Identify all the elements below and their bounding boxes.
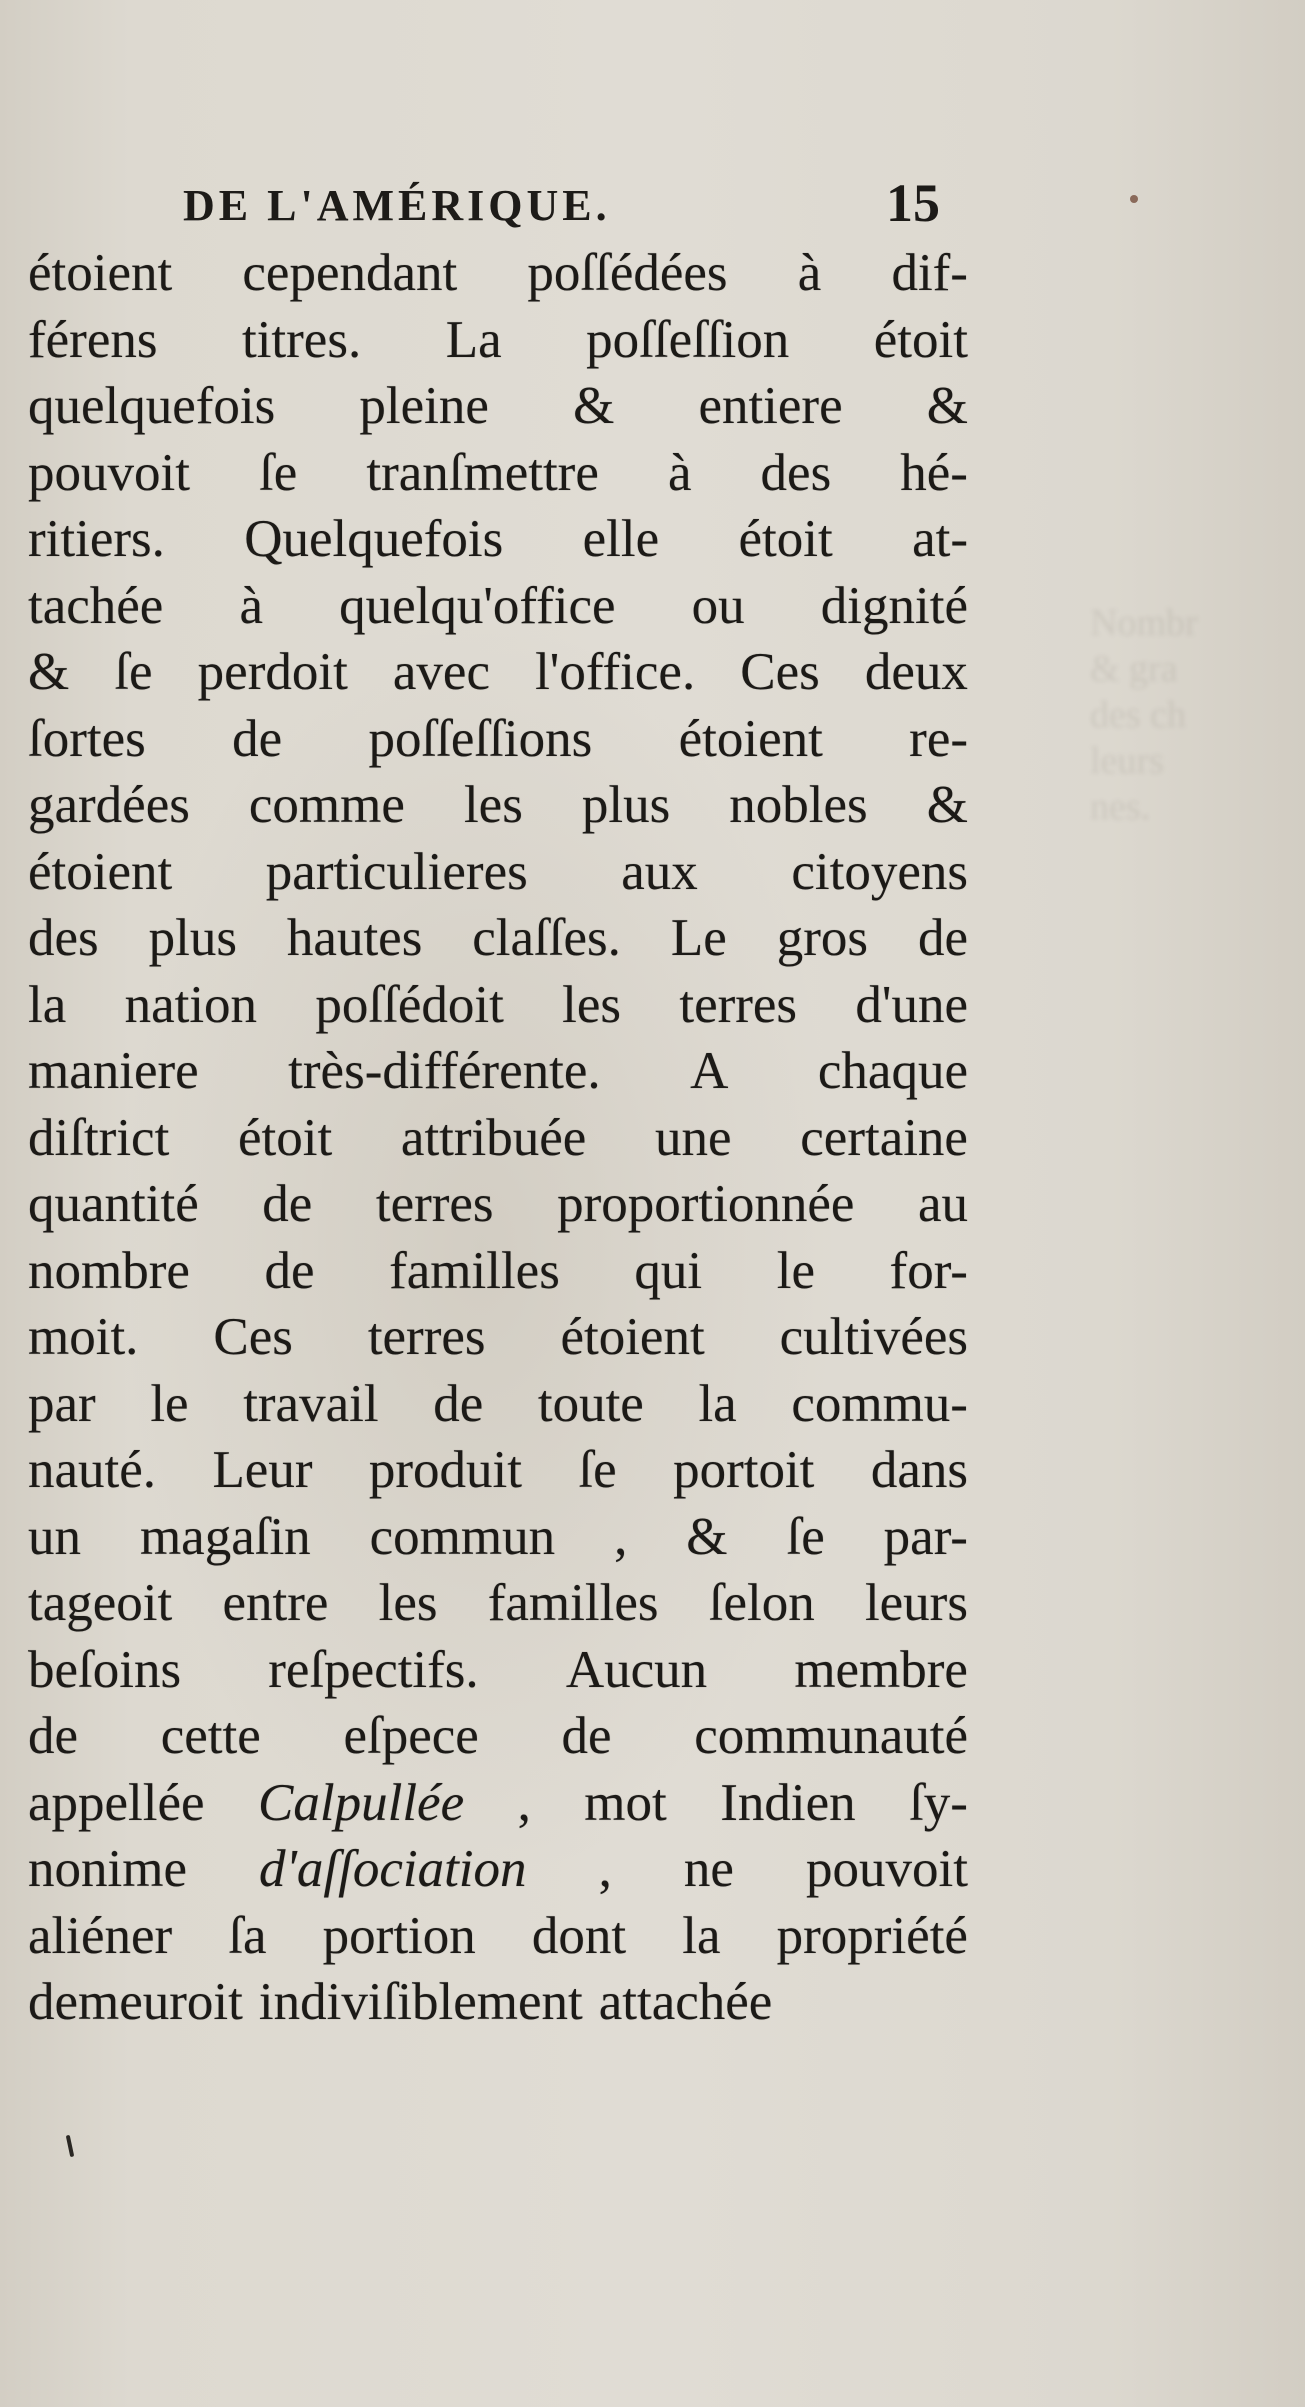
word: de — [232, 709, 283, 768]
word: deux — [864, 643, 968, 701]
word: indiviſiblement — [258, 1973, 583, 2031]
word: commun — [369, 1507, 556, 1566]
word: ſe — [259, 443, 298, 502]
ink-speck — [1130, 195, 1138, 203]
word: à — [239, 576, 263, 635]
word: par — [28, 1374, 96, 1433]
text-line — [28, 1637, 968, 1704]
word: étoient — [28, 244, 173, 302]
word: Quelquefois — [244, 510, 504, 568]
word: le — [776, 1241, 815, 1300]
word: familles — [487, 1574, 659, 1632]
word: communauté — [694, 1707, 968, 1765]
word: la — [28, 975, 67, 1034]
word: terres — [375, 1175, 494, 1233]
word: appellée — [28, 1773, 205, 1832]
word: beſoins — [28, 1640, 182, 1699]
word: proportionnée — [557, 1175, 855, 1233]
word: pouvoit — [806, 1840, 968, 1898]
word: produit — [368, 1441, 523, 1499]
word: férens — [28, 310, 158, 369]
word: de — [561, 1707, 612, 1765]
word: dans — [870, 1441, 968, 1499]
word: attribuée — [400, 1108, 587, 1167]
word: elle — [582, 510, 660, 568]
bleed-line: leurs — [1090, 740, 1164, 782]
text-line — [28, 1969, 968, 2036]
word: étoient — [560, 1308, 705, 1366]
word: ſe — [786, 1507, 825, 1566]
word: magaſin — [139, 1507, 311, 1566]
word: très-différente. — [288, 1042, 601, 1100]
word: à — [797, 244, 822, 302]
word: ritiers. — [28, 510, 165, 568]
word: & — [686, 1507, 728, 1566]
word: au — [917, 1175, 968, 1233]
text-line — [28, 307, 968, 374]
word: leurs — [864, 1574, 968, 1632]
bleed-line: & gra — [1090, 648, 1178, 690]
text-line — [28, 1570, 968, 1637]
word: nonime — [28, 1840, 187, 1898]
word: titres. — [241, 310, 362, 369]
text-line — [28, 573, 968, 640]
word: dont — [531, 1906, 627, 1965]
word: tachée — [28, 576, 164, 635]
word: le — [150, 1374, 189, 1433]
word: ſelon — [708, 1574, 815, 1632]
word: Calpullée — [258, 1773, 465, 1832]
word: certaine — [800, 1108, 968, 1167]
word: eſpece — [343, 1707, 479, 1765]
word: maniere — [28, 1042, 199, 1100]
word: ou — [691, 576, 745, 635]
word: Indien — [720, 1773, 856, 1832]
word: poſſédoit — [315, 975, 504, 1034]
word: portion — [322, 1906, 476, 1965]
word: plus — [148, 909, 237, 967]
word: travail — [243, 1374, 379, 1433]
running-title: DE L'AMÉRIQUE. — [183, 181, 611, 230]
word: ne — [683, 1840, 734, 1898]
text-line — [28, 1770, 968, 1837]
word: ſe — [578, 1441, 617, 1499]
text-line — [28, 1836, 968, 1903]
word: une — [655, 1108, 732, 1167]
word: les — [378, 1574, 438, 1632]
word: attachée — [598, 1973, 773, 2031]
word: les — [463, 776, 523, 834]
word: tageoit — [28, 1574, 173, 1632]
word: cependant — [242, 244, 458, 302]
word: demeuroit — [28, 1973, 243, 2031]
word: at- — [912, 510, 968, 568]
word: hé- — [900, 443, 968, 502]
word: de — [917, 909, 968, 967]
word: poſſédées — [527, 244, 728, 302]
word: claſſes. — [472, 909, 621, 967]
word: membre — [794, 1640, 968, 1699]
word: citoyens — [791, 842, 968, 901]
word: re- — [909, 709, 968, 768]
word: mot — [584, 1773, 667, 1832]
word: diſtrict — [28, 1108, 170, 1167]
text-line — [28, 506, 968, 573]
word: terres — [367, 1308, 486, 1366]
word: gros — [776, 909, 868, 967]
word: à — [667, 443, 692, 502]
text-line — [28, 1171, 968, 1238]
word: & — [28, 643, 70, 701]
word: dif- — [891, 244, 968, 302]
word: par- — [883, 1507, 968, 1566]
word: dignité — [820, 576, 968, 635]
word: plus — [581, 776, 671, 834]
word: les — [562, 975, 622, 1034]
bleed-line: nes. — [1090, 786, 1151, 828]
word: hautes — [286, 909, 423, 967]
word: un — [28, 1507, 81, 1566]
word: poſſeſſions — [368, 709, 593, 768]
text-line — [28, 1105, 968, 1172]
word: quantité — [28, 1175, 199, 1233]
text-line — [28, 1038, 968, 1105]
word: commu- — [791, 1374, 968, 1433]
page-header — [28, 170, 968, 240]
body-text — [28, 240, 968, 2036]
text-line — [28, 1504, 968, 1571]
word: chaque — [817, 1042, 968, 1100]
stray-ink-mark — [66, 2135, 74, 2157]
word: La — [445, 310, 502, 369]
text-line — [28, 1304, 968, 1371]
word: d'aſſociation — [259, 1840, 527, 1898]
word: Leur — [212, 1441, 313, 1499]
word: particulieres — [265, 842, 528, 901]
word: perdoit — [197, 643, 348, 701]
word: cette — [160, 1707, 261, 1765]
word: des — [760, 443, 832, 502]
text-line — [28, 1903, 968, 1970]
word: , — [614, 1507, 628, 1566]
text-line — [28, 772, 968, 839]
word: ſe — [114, 643, 153, 701]
word: qui — [634, 1241, 703, 1300]
text-line — [28, 706, 968, 773]
word: de — [28, 1707, 79, 1765]
text-line — [28, 440, 968, 507]
word: d'une — [855, 975, 968, 1034]
word: nauté. — [28, 1441, 157, 1499]
word: Aucun — [565, 1640, 708, 1699]
bleed-through-margin-note — [1090, 600, 1260, 880]
word: ſy- — [909, 1773, 968, 1832]
word: entre — [222, 1574, 329, 1632]
word: toute — [537, 1374, 644, 1433]
word: moit. — [28, 1308, 139, 1366]
text-line — [28, 905, 968, 972]
word: , — [517, 1773, 531, 1832]
word: comme — [248, 776, 405, 834]
word: & — [926, 776, 968, 834]
word: poſſeſſion — [586, 310, 790, 369]
word: de — [262, 1175, 313, 1233]
word: l'office. — [535, 643, 696, 701]
word: quelqu'office — [339, 576, 616, 635]
word: pouvoit — [28, 443, 190, 502]
word: pleine — [359, 377, 489, 435]
word: gardées — [28, 776, 190, 834]
text-line — [28, 1703, 968, 1770]
text-line — [28, 373, 968, 440]
word: avec — [392, 643, 490, 701]
word: des — [28, 909, 99, 967]
word: for- — [889, 1241, 968, 1300]
text-line — [28, 839, 968, 906]
word: & — [926, 377, 968, 435]
word: étoient — [678, 709, 823, 768]
word: nation — [124, 975, 258, 1034]
text-line — [28, 240, 968, 307]
word: , — [598, 1840, 612, 1898]
word: tranſmettre — [366, 443, 599, 502]
word: ſortes — [28, 709, 146, 768]
word: Ces — [740, 643, 820, 701]
word: entiere — [698, 377, 843, 435]
page-number: 15 — [886, 173, 940, 233]
word: reſpectifs. — [268, 1640, 479, 1699]
word: cultivées — [779, 1308, 968, 1366]
text-line — [28, 1238, 968, 1305]
word: portoit — [673, 1441, 815, 1499]
word: A — [690, 1042, 729, 1100]
word: Le — [670, 909, 727, 967]
word: nobles — [729, 776, 868, 834]
word: aux — [621, 842, 698, 901]
word: quelquefois — [28, 377, 276, 435]
word: étoit — [738, 510, 833, 568]
word: aliéner — [28, 1906, 173, 1965]
text-line — [28, 972, 968, 1039]
word: la — [682, 1906, 721, 1965]
word: ſa — [228, 1906, 267, 1965]
word: & — [573, 377, 615, 435]
bleed-line: Nombr — [1090, 602, 1198, 644]
word: de — [433, 1374, 484, 1433]
word: de — [264, 1241, 315, 1300]
bleed-line: des ch — [1090, 694, 1187, 736]
word: nombre — [28, 1241, 190, 1300]
word: terres — [679, 975, 798, 1034]
word: Ces — [213, 1308, 293, 1366]
word: familles — [389, 1241, 560, 1300]
word: étoit — [238, 1108, 333, 1167]
text-line — [28, 1437, 968, 1504]
text-line — [28, 1371, 968, 1438]
text-line — [28, 639, 968, 706]
word: étoit — [873, 310, 968, 369]
word: étoient — [28, 842, 173, 901]
word: la — [698, 1374, 737, 1433]
word: propriété — [776, 1906, 968, 1965]
